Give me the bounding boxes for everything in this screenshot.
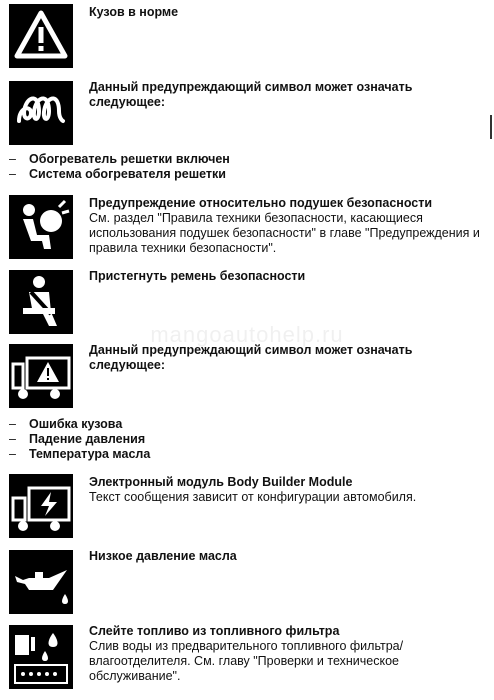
- scrollbar[interactable]: [490, 115, 492, 139]
- entry-8-body-line3: обслуживание".: [89, 669, 181, 683]
- entry-5-title: Данный предупреждающий символ может означать: [89, 343, 413, 357]
- list-item: – Система обогревателя решетки: [9, 167, 226, 181]
- truck-lightning-icon: [9, 474, 73, 538]
- list-item: – Падение давления: [9, 432, 146, 446]
- entry-1-title: Кузов в норме: [89, 5, 179, 19]
- entry-3-body-line3: правила техники безопасности".: [89, 241, 277, 255]
- entry-2-title: Данный предупреждающий символ может означать: [89, 80, 413, 94]
- watermark: mangoautohelp.ru: [150, 322, 344, 347]
- airbag-icon: [9, 195, 73, 259]
- entry-3-body-line1: См. раздел "Правила техники безопасности, касающиеся: [89, 211, 423, 225]
- entry-6-body-line1: Текст сообщения зависит от конфигурации автомобиля.: [89, 490, 417, 504]
- entry-2-bullets: [9, 152, 230, 182]
- list-item: – Обогреватель решетки включен: [9, 152, 230, 166]
- entry-2-title-line2: следующее:: [89, 95, 166, 109]
- truck-warning-icon: [9, 344, 73, 408]
- entry-8-body-line2: влагоотделителя. См. главу "Проверки и техническое: [89, 654, 399, 668]
- entry-7-title: Низкое давление масла: [89, 549, 237, 563]
- oil-can-icon: [9, 550, 73, 614]
- fuel-filter-drain-icon: [9, 625, 73, 689]
- entry-3-body-line2: использования подушек безопасности" в главе "Предупреждения и: [89, 226, 480, 240]
- warning-triangle-icon: [9, 4, 73, 68]
- heater-coil-icon: [9, 81, 73, 145]
- entry-5-bullets: [9, 417, 150, 462]
- entry-3-title: Предупреждение относительно подушек безопасности: [89, 196, 433, 210]
- entry-6-title: Электронный модуль Body Builder Module: [89, 475, 353, 489]
- entry-8-title: Слейте топливо из топливного фильтра: [89, 624, 340, 638]
- seatbelt-icon: [9, 270, 73, 334]
- entry-8-body-line1: Слив воды из предварительного топливного фильтра/: [89, 639, 404, 653]
- list-item: – Ошибка кузова: [9, 417, 123, 431]
- entry-5-title-line2: следующее:: [89, 358, 166, 372]
- list-item: – Температура масла: [9, 447, 151, 461]
- entry-4-title: Пристегнуть ремень безопасности: [89, 269, 306, 283]
